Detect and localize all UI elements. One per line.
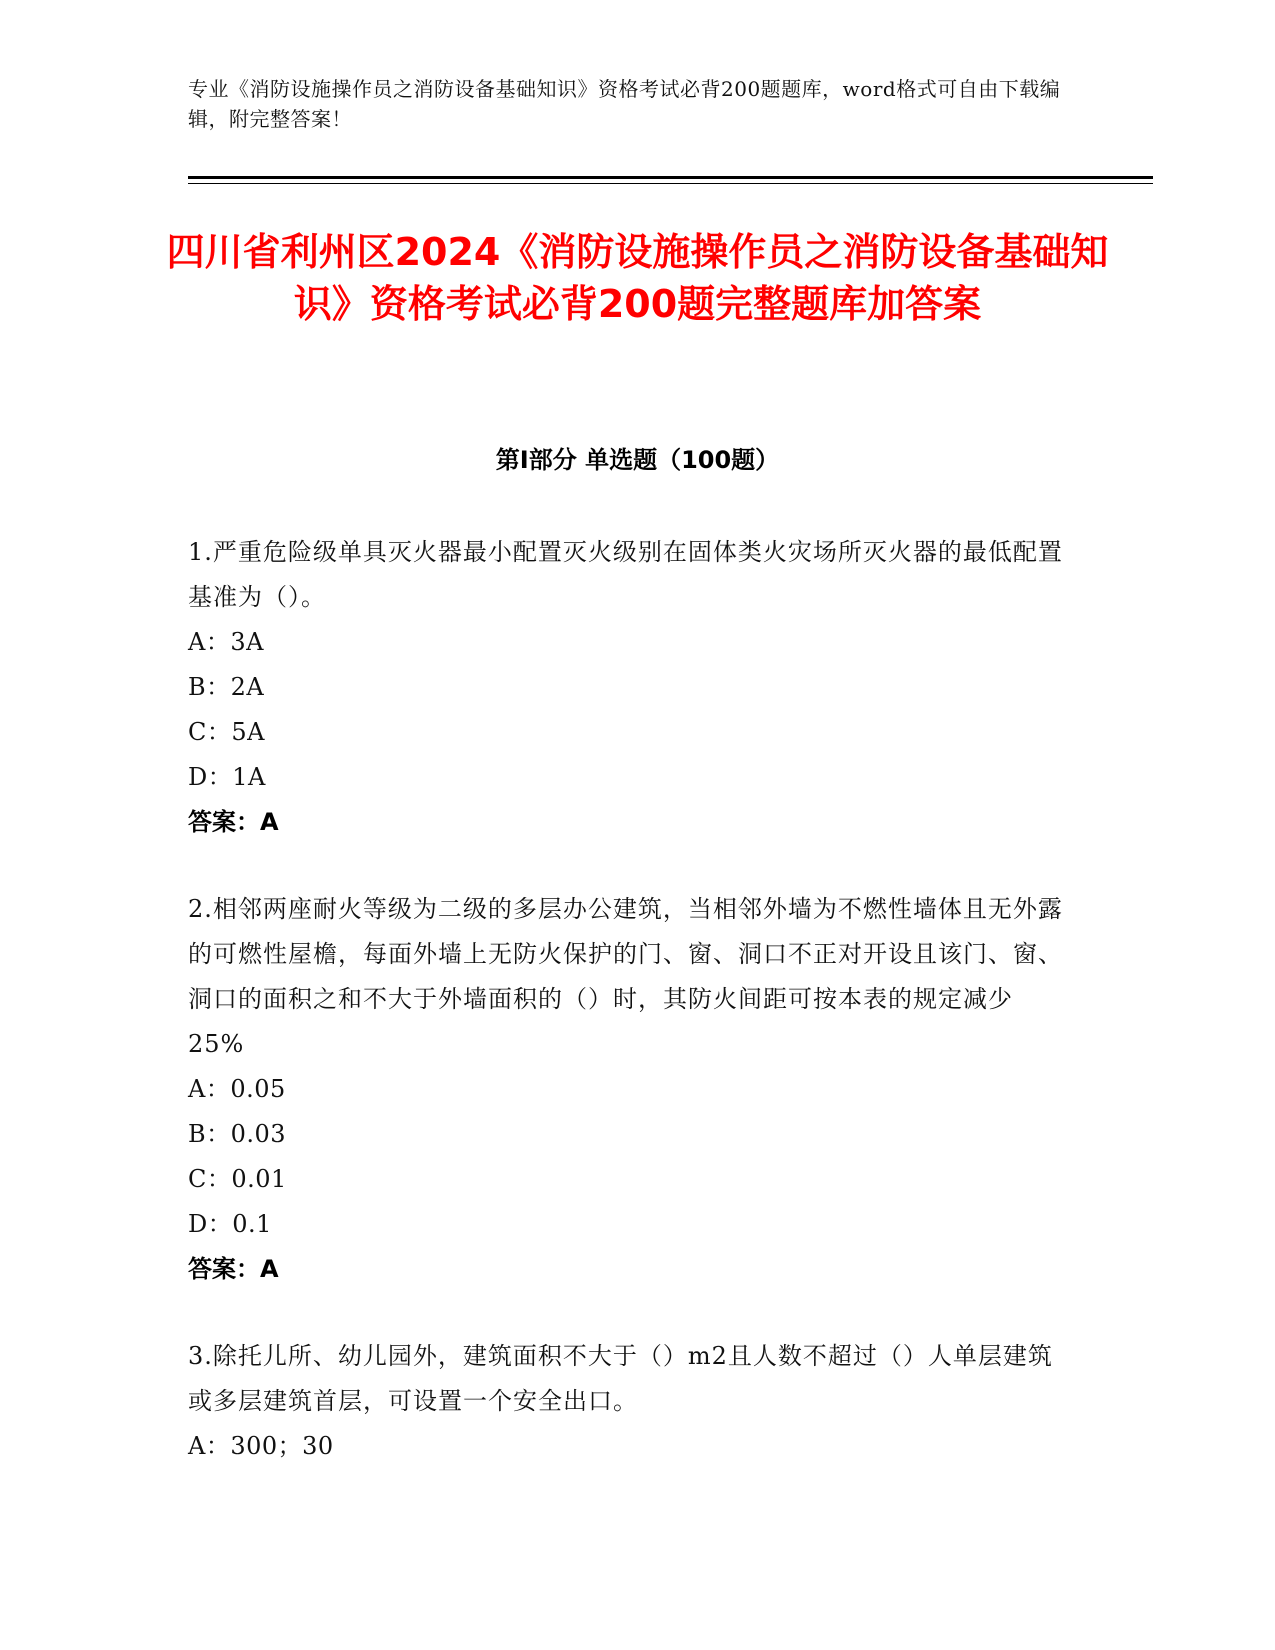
option-a: A：3A <box>188 628 264 656</box>
question-text: 2.相邻两座耐火等级为二级的多层办公建筑，当相邻外墙为不燃性墙体且无外露的可燃性屋檐，每面外墙上无防火保护的门、窗、洞口不正对开设且该门、窗、洞口的面积之和不大于外墙面积的（）时，其防火间距可按本表的规定减少25% <box>188 895 1063 1058</box>
answer-label: 答案：A <box>188 808 279 836</box>
document-title: 四川省利州区2024《消防设施操作员之消防设备基础知识》资格考试必背200题完整题库加答案 <box>166 230 1109 326</box>
question-1 <box>188 530 1068 845</box>
option-d: D：1A <box>188 763 266 791</box>
question-list <box>188 530 1068 1511</box>
question-2 <box>188 887 1068 1292</box>
header-rule-thick <box>188 176 1153 179</box>
option-d: D：0.1 <box>188 1210 272 1238</box>
option-a: A：300；30 <box>188 1432 334 1460</box>
option-b: B：2A <box>188 673 265 701</box>
option-c: C：5A <box>188 718 265 746</box>
header-note: 专业《消防设施操作员之消防设备基础知识》资格考试必背200题题库，word格式可自由下载编辑，附完整答案！ <box>188 77 1061 131</box>
option-b: B：0.03 <box>188 1120 287 1148</box>
option-c: C：0.01 <box>188 1165 287 1193</box>
answer-label: 答案：A <box>188 1255 279 1283</box>
header-rule-thin <box>188 183 1153 184</box>
question-text: 3.除托儿所、幼儿园外，建筑面积不大于（）m2且人数不超过（）人单层建筑或多层建筑首层，可设置一个安全出口。 <box>188 1342 1053 1415</box>
question-3 <box>188 1334 1068 1469</box>
option-a: A：0.05 <box>188 1075 286 1103</box>
question-text: 1.严重危险级单具灭火器最小配置灭火级别在固体类火灾场所灭火器的最低配置基准为（）。 <box>188 538 1063 611</box>
section-heading: 第I部分 单选题（100题） <box>495 446 780 474</box>
